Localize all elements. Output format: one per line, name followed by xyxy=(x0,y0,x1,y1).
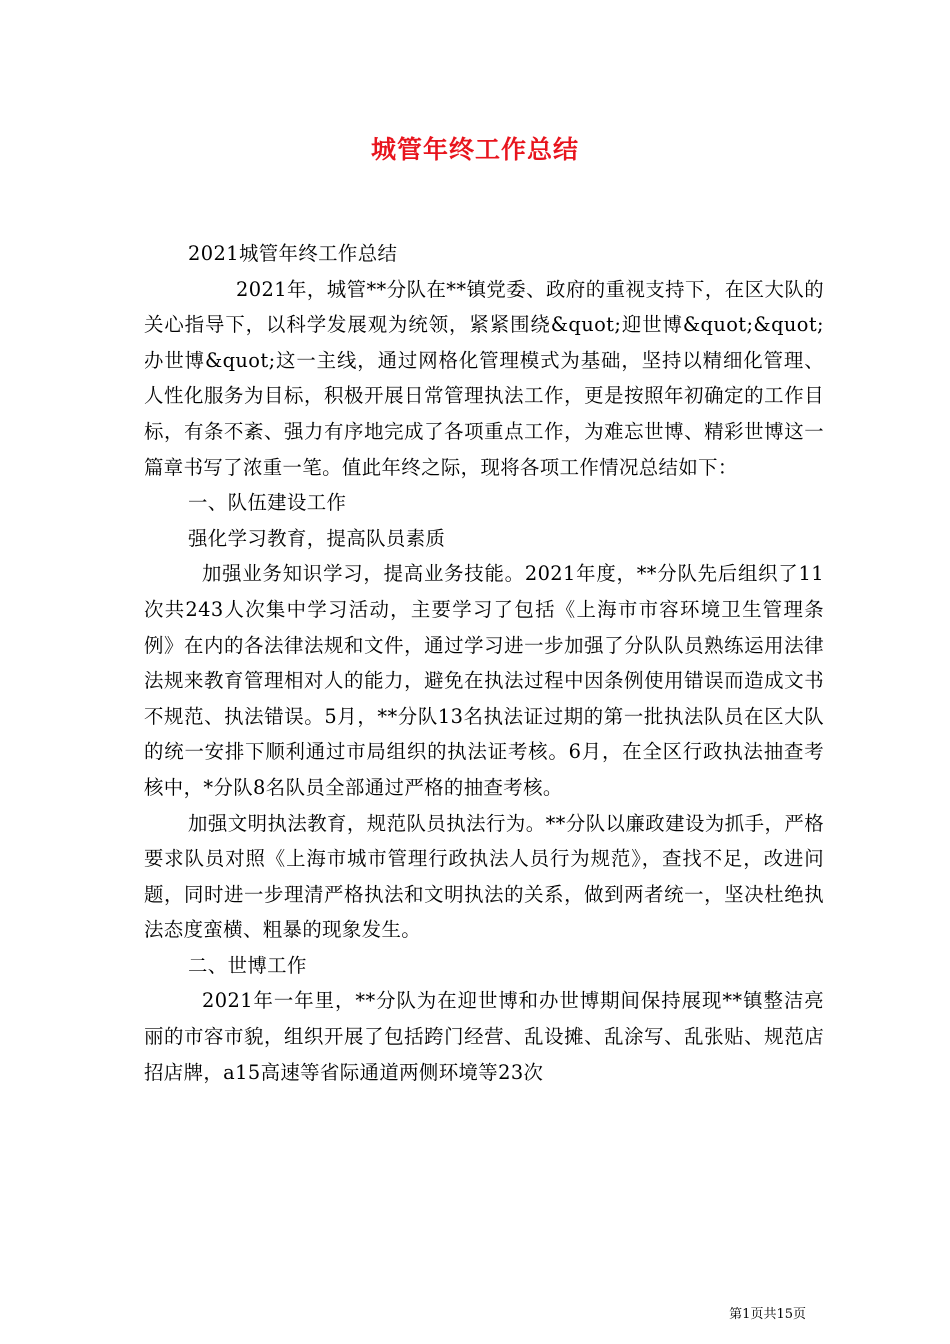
subsection-heading-education: 强化学习教育，提高队员素质 xyxy=(188,526,446,550)
intro-paragraph: 2021年，城管**分队在**镇党委、政府的重视支持下，在区大队的关心指导下，以科学发展观为统领，紧紧围绕&quot;迎世博&quot;&quot;办世博&quot;这一主线，通过网格化管理模式为基础，坚持以精细化管理、人性化服务为目标，积极开展日常管理执法工作，更是按照年初确定的工作目标，有条不紊、强力有序地完成了各项重点工作，为难忘世博、精彩世博这一篇章书写了浓重一笔。值此年终之际，现将各项工作情况总结如下： xyxy=(144,277,824,479)
section-heading-team-building: 一、队伍建设工作 xyxy=(188,491,347,515)
document-body xyxy=(144,236,824,1090)
document-subtitle: 2021城管年终工作总结 xyxy=(188,242,398,265)
paragraph-civil-enforcement: 加强文明执法教育，规范队员执法行为。**分队以廉政建设为抓手，严格要求队员对照《上海市城市管理行政执法人员行为规范》，查找不足，改进问题，同时进一步理清严格执法和文明执法的关系，做到两者统一，坚决杜绝执法态度蛮横、粗暴的现象发生。 xyxy=(144,811,824,942)
section-heading-expo-work: 二、世博工作 xyxy=(188,953,307,977)
paragraph-expo-work: 2021年一年里，**分队为在迎世博和办世博期间保持展现**镇整洁亮丽的市容市貌，组织开展了包括跨门经营、乱设摊、乱涂写、乱张贴、规范店招店牌，a15高速等省际通道两侧环境等23次 xyxy=(144,989,824,1084)
page-number: 第1页共15页 xyxy=(729,1307,806,1322)
paragraph-business-study: 加强业务知识学习，提高业务技能。2021年度，**分队先后组织了11次共243人次集中学习活动，主要学习了包括《上海市市容环境卫生管理条例》在内的各法律法规和文件，通过学习进一步加强了分队队员熟练运用法律法规来教育管理相对人的能力，避免在执法过程中因条例使用错误而造成文书不规范、执法错误。5月，**分队13名执法证过期的第一批执法队员在区大队的统一安排下顺利通过市局组织的执法证考核。6月，在全区行政执法抽查考核中，*分队8名队员全部通过严格的抽查考核。 xyxy=(144,562,824,799)
document-title: 城管年终工作总结 xyxy=(370,135,579,164)
